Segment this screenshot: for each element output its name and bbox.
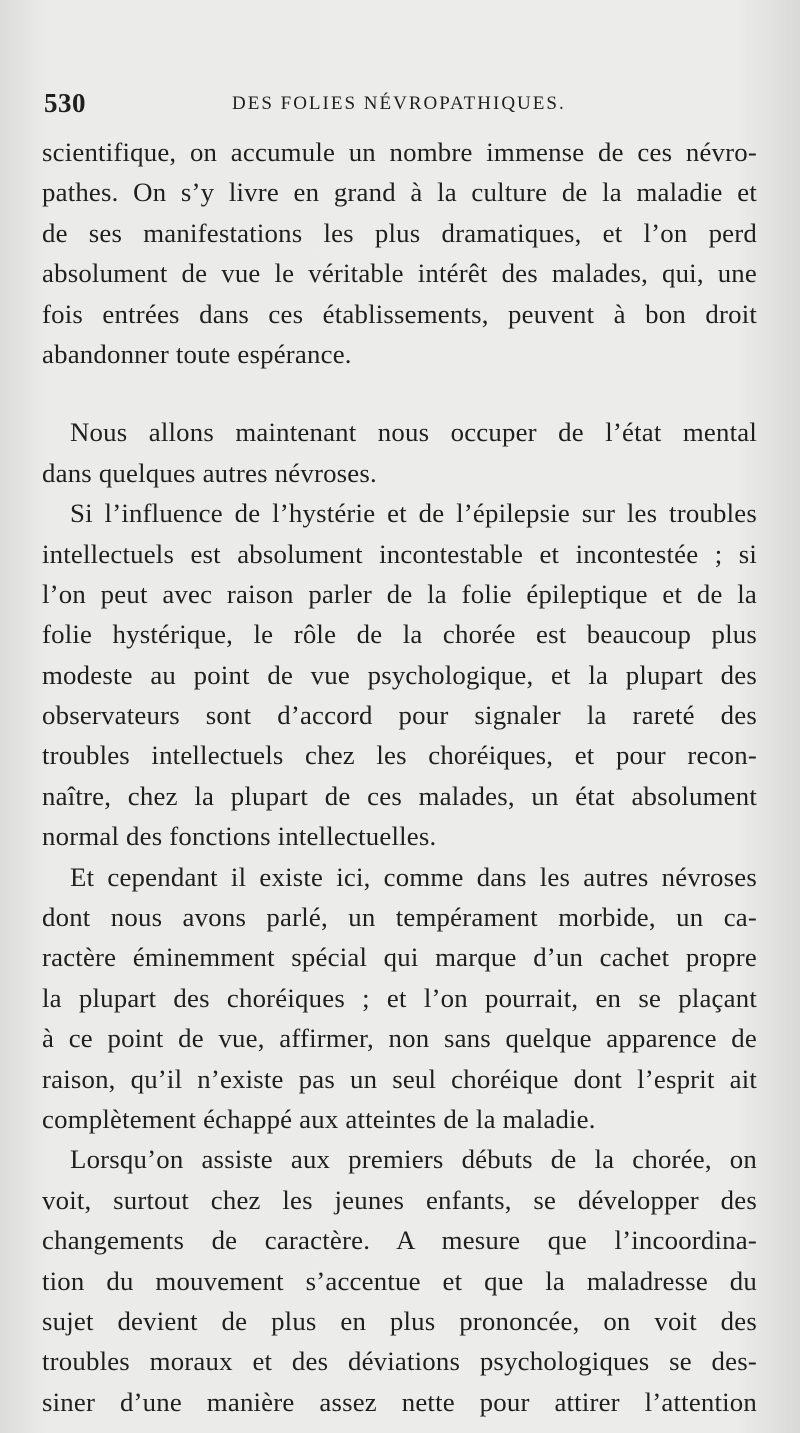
text-line: troubles moraux et des déviations psychologiques se des- [42,1346,757,1377]
text-line: changements de caractère. A mesure que l’incoordina- [42,1225,757,1256]
section-gap [42,374,757,412]
text-line: fois entrées dans ces établissements, peuvent à bon droit [42,298,757,329]
text-line: la plupart des choréiques ; et l’on pourrait, en se plaçant [42,982,757,1013]
text-line: scientifique, on accumule un nombre immense de ces névro- [42,137,757,167]
text-line: ractère éminemment spécial qui marque d’un cachet propre [42,942,757,973]
body-text [42,132,757,1422]
text-line: sujet devient de plus en plus prononcée, on voit des [42,1305,757,1336]
text-line: Et cependant il existe ici, comme dans les autres névroses [70,861,757,892]
text-line: dont nous avons parlé, un tempérament morbide, un ca- [42,902,757,933]
text-line: raison, qu’il n’existe pas un seul choréique dont l’esprit ait [42,1063,757,1094]
text-line: intellectuels est absolument incontestable et incontestée ; si [42,538,757,569]
text-line: pathes. On s’y livre en grand à la culture de la maladie et [42,177,757,208]
text-line: tion du mouvement s’accentue et que la maladresse du [42,1265,757,1296]
text-line: siner d’une manière assez nette pour attirer l’attention [42,1386,757,1417]
page-number: 530 [44,88,86,118]
running-title: DES FOLIES NÉVROPATHIQUES. [232,93,566,114]
paragraph [42,132,757,374]
text-line: Lorsqu’on assiste aux premiers débuts de la chorée, on [70,1144,757,1175]
text-line: abandonner toute espérance. [42,338,352,369]
paragraph [42,857,757,1140]
paragraph [42,1139,757,1422]
page-header [44,88,756,122]
text-line: dans quelques autres névroses. [42,457,377,488]
text-line: complètement échappé aux atteintes de la maladie. [42,1103,596,1134]
text-line: à ce point de vue, affirmer, non sans quelque apparence de [42,1023,757,1054]
text-line: voit, surtout chez les jeunes enfants, se développer des [42,1184,757,1215]
text-line: modeste au point de vue psychologique, et la plupart des [42,659,757,690]
paragraph [42,493,757,857]
text-line: troubles intellectuels chez les choréiques, et pour recon- [42,740,757,771]
text-line: folie hystérique, le rôle de la chorée est beaucoup plus [42,619,757,650]
text-line: Si l’influence de l’hystérie et de l’épilepsie sur les troubles [70,498,757,529]
text-line: l’on peut avec raison parler de la folie épileptique et de la [42,578,757,609]
text-line: absolument de vue le véritable intérêt des malades, qui, une [42,258,757,289]
text-line: de ses manifestations les plus dramatiques, et l’on perd [42,217,757,248]
text-line: normal des fonctions intellectuelles. [42,821,437,852]
paragraph [42,412,757,493]
text-line: Nous allons maintenant nous occuper de l’état mental [70,417,757,448]
text-line: observateurs sont d’accord pour signaler la rareté des [42,700,757,731]
text-line: naître, chez la plupart de ces malades, un état absolument [42,780,757,811]
